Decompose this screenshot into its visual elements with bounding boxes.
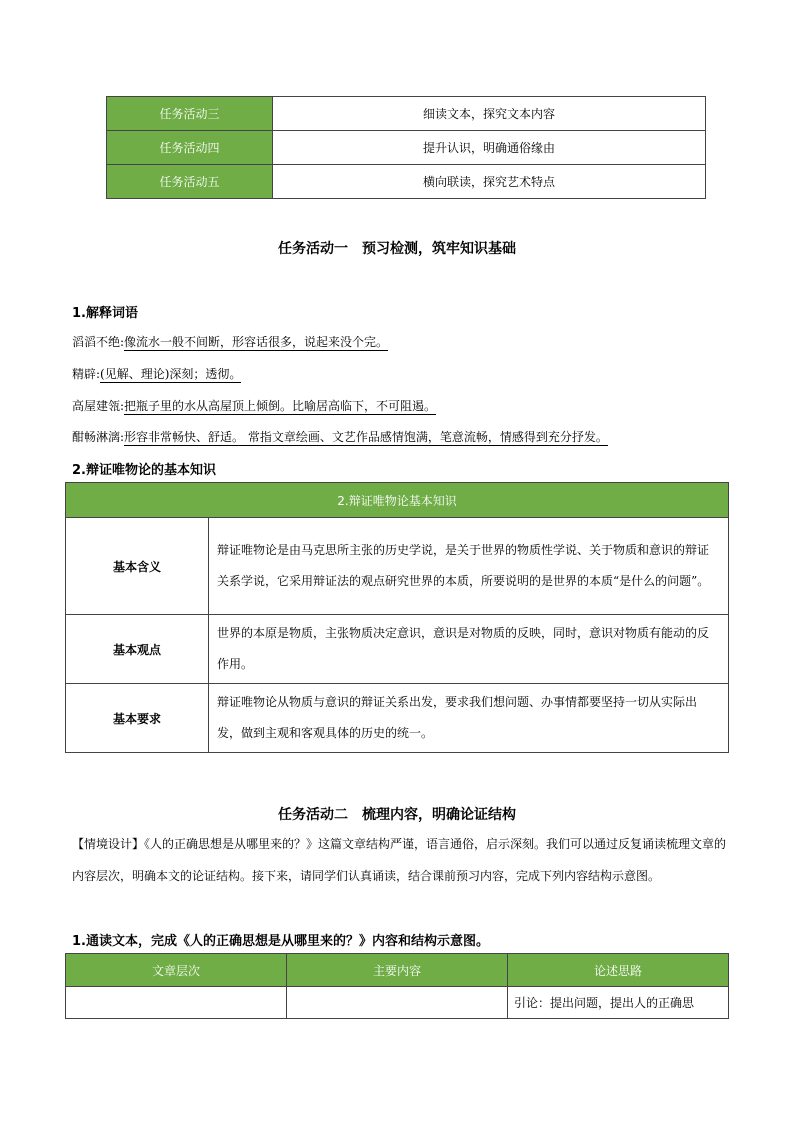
table-row xyxy=(66,987,729,1019)
section2-title: 任务活动二 梳理内容，明确论证结构 xyxy=(278,807,516,823)
vocab-item xyxy=(72,365,241,382)
table-header-row xyxy=(66,954,729,987)
vocab-term: 酣畅淋漓: xyxy=(72,430,125,444)
vocab-term: 精辟: xyxy=(72,367,101,381)
row-content: 辩证唯物论从物质与意识的辩证关系出发，要求我们想问题、办事情都要坚持一切从实际出发，做到主观和客观具体的历史的统一。 xyxy=(209,684,729,753)
vocab-subheading: 1.解释词语 xyxy=(72,306,138,321)
task-name-cell: 任务活动三 xyxy=(107,97,273,131)
table-header-row xyxy=(66,483,729,518)
row-label: 基本观点 xyxy=(66,615,209,684)
table-cell xyxy=(66,987,287,1019)
vocab-item xyxy=(72,428,608,445)
vocab-definition: 像流水一般不间断，形容话很多，说起来没个完。 xyxy=(124,335,389,349)
structure-table xyxy=(65,953,729,1019)
task-desc-cell: 横向联读，探究艺术特点 xyxy=(273,165,706,199)
task-desc-cell: 提升认识，明确通俗缘由 xyxy=(273,131,706,165)
vocab-term: 高屋建瓴: xyxy=(72,399,125,413)
vocab-term: 滔滔不绝: xyxy=(72,335,125,349)
column-header: 主要内容 xyxy=(287,954,508,987)
vocab-item xyxy=(72,333,388,350)
table-row xyxy=(66,615,729,684)
task-name-cell: 任务活动四 xyxy=(107,131,273,165)
table-cell: 引论：提出问题，提出人的正确思 xyxy=(508,987,729,1019)
dialectics-table xyxy=(65,482,729,753)
row-content: 辩证唯物论是由马克思所主张的历史学说，是关于世界的物质性学说、关于物质和意识的辩证关系学说，它采用辩证法的观点研究世界的本质，所要说明的是世界的本质“是什么的问题”。 xyxy=(209,518,729,615)
dialectics-subheading: 2.辩证唯物论的基本知识 xyxy=(72,463,216,478)
column-header: 论述思路 xyxy=(508,954,729,987)
vocab-item xyxy=(72,397,436,414)
table-header: 2.辩证唯物论基本知识 xyxy=(66,483,729,518)
section1-title: 任务活动一 预习检测，筑牢知识基础 xyxy=(278,241,516,257)
row-content: 世界的本原是物质，主张物质决定意识，意识是对物质的反映，同时，意识对物质有能动的反作用。 xyxy=(209,615,729,684)
row-label: 基本要求 xyxy=(66,684,209,753)
table-row xyxy=(66,684,729,753)
row-label: 基本含义 xyxy=(66,518,209,615)
structure-subheading: 1.通读文本，完成《人的正确思想是从哪里来的？》内容和结构示意图。 xyxy=(72,934,489,949)
vocab-definition: (见解、理论)深刻；透彻。 xyxy=(100,367,242,381)
vocab-definition: 形容非常畅快、舒适。 常指文章绘画、文艺作品感情饱满，笔意流畅，情感得到充分抒发。 xyxy=(124,430,608,444)
task-activity-table xyxy=(106,96,706,199)
table-cell xyxy=(287,987,508,1019)
table-row xyxy=(66,518,729,615)
task-desc-cell: 细读文本，探究文本内容 xyxy=(273,97,706,131)
table-row xyxy=(107,165,706,199)
task-name-cell: 任务活动五 xyxy=(107,165,273,199)
vocab-definition: 把瓶子里的水从高屋顶上倾倒。比喻居高临下，不可阻遏。 xyxy=(124,399,437,413)
table-row xyxy=(107,97,706,131)
scenario-paragraph: 【情境设计】《人的正确思想是从哪里来的？》这篇文章结构严谨，语言通俗，启示深刻。我们可以通过反复诵读梳理文章的内容层次，明确本文的论证结构。接下来，请同学们认真诵读，结合课前预习内容，完成下列内容结构示意图。 xyxy=(72,837,727,883)
table-row xyxy=(107,131,706,165)
column-header: 文章层次 xyxy=(66,954,287,987)
